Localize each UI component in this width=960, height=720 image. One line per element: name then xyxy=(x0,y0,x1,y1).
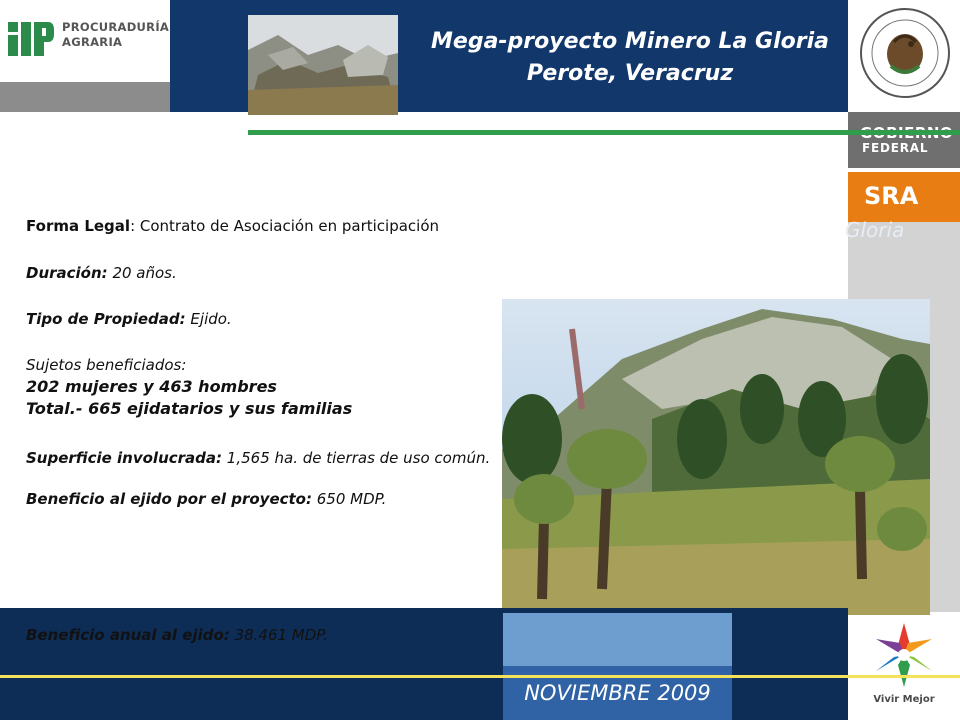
date-label: NOVIEMBRE 2009 xyxy=(524,681,711,705)
sujetos-line-1: 202 mujeres y 463 hombres xyxy=(26,377,277,396)
sujetos-label: Sujetos beneficiados: xyxy=(26,356,187,374)
forma-legal-item xyxy=(26,214,506,238)
superficie-item: Superficie involucrada: 1,565 ha. de tierras de uso común. xyxy=(26,449,491,467)
title-line-2: Perote, Veracruz xyxy=(526,61,734,86)
beneficio-anual-item: Beneficio anual al ejido: 38.461 MDP. xyxy=(26,626,329,644)
yellow-divider xyxy=(0,675,960,678)
project-details xyxy=(26,214,506,510)
forma-legal-value: : Contrato de Asociación en participación xyxy=(130,217,440,235)
tipo-propiedad-item: Tipo de Propiedad: Ejido. xyxy=(26,310,232,328)
sra-badge xyxy=(848,172,960,222)
vivir-mejor-label: Vivir Mejor xyxy=(873,694,935,705)
title-line-1: Mega-proyecto Minero La Gloria xyxy=(431,29,829,54)
logo-grey-strip xyxy=(0,82,170,112)
procuraduria-logo-text: PROCURADURÍA AGRARIA xyxy=(62,20,170,49)
beneficio-item: Beneficio al ejido por el proyecto: 650 MDP. xyxy=(26,490,387,508)
beneficio-anual-wrap xyxy=(26,624,506,646)
procuraduria-logo-mark xyxy=(8,22,54,56)
sra-label: SRA xyxy=(864,182,919,210)
header-photo-rocks xyxy=(248,15,398,115)
forma-legal-label: Forma Legal xyxy=(26,217,131,235)
duracion-item: Duración: 20 años. xyxy=(26,264,177,282)
mexican-seal-icon xyxy=(858,6,952,100)
slide-title xyxy=(400,26,860,90)
ghost-title-text: Gloria xyxy=(845,218,905,242)
federal-label: FEDERAL xyxy=(862,141,929,155)
vivir-mejor-logo-icon xyxy=(866,620,942,690)
procuraduria-logo xyxy=(0,0,170,82)
sujetos-line-2: Total.- 665 ejidatarios y sus familias xyxy=(26,399,353,418)
footer-light-block xyxy=(503,613,732,666)
landscape-photo xyxy=(502,299,930,615)
gobierno-federal-badge xyxy=(848,112,960,168)
green-divider xyxy=(248,130,960,135)
